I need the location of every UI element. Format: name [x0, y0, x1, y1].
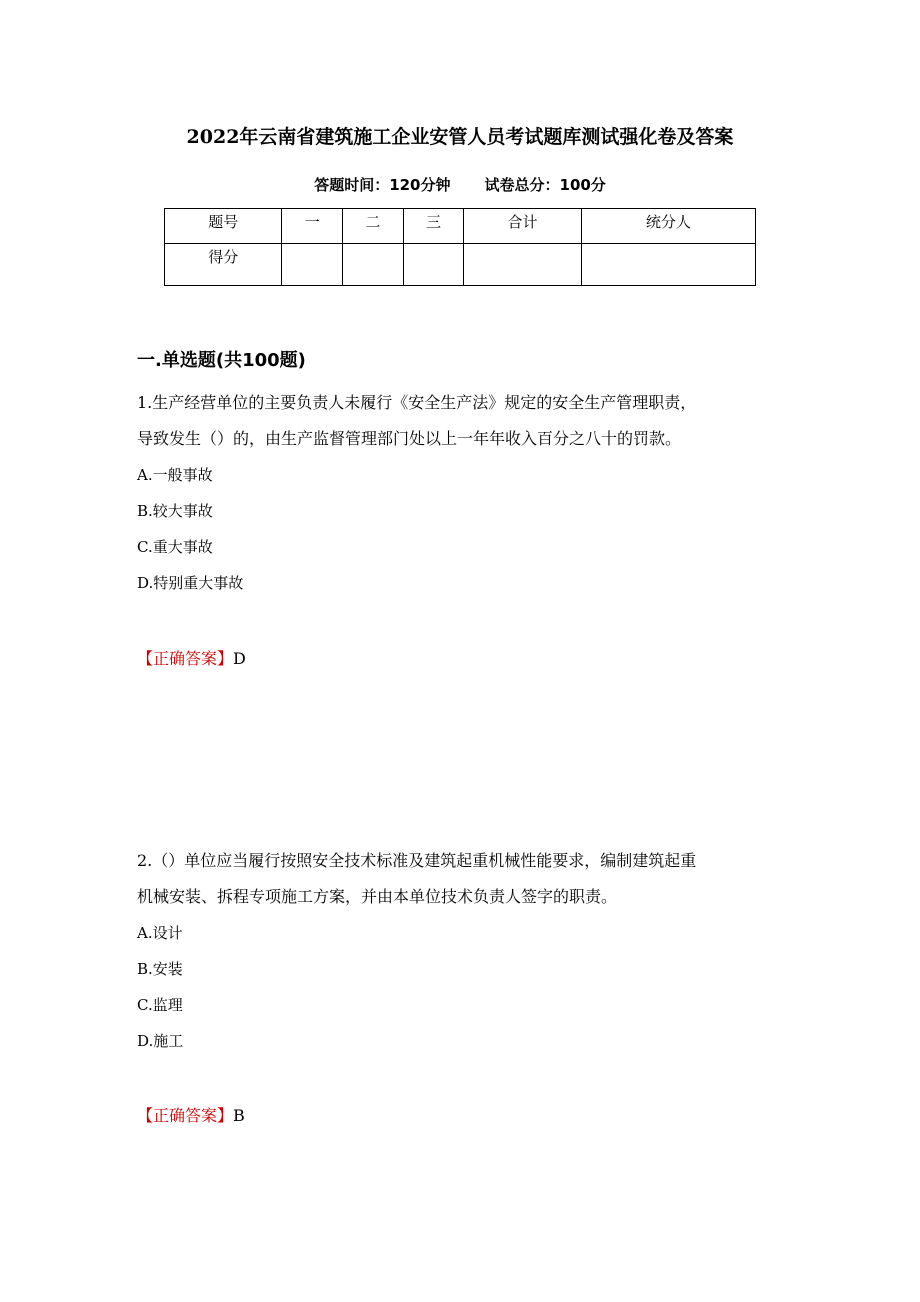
score-table-header-row: [165, 209, 756, 244]
option-a: A.一般事故: [137, 466, 213, 484]
score-header-cell: 统分人: [581, 209, 755, 244]
option-a: A.设计: [137, 924, 183, 942]
question-stem: 1.生产经营单位的主要负责人未履行《安全生产法》规定的安全生产管理职责，: [137, 393, 697, 412]
question-stem: 导致发生（）的，由生产监督管理部门处以上一年年收入百分之八十的罚款。: [137, 429, 682, 448]
option-d: D.特别重大事故: [137, 574, 244, 592]
document-title: 2022年云南省建筑施工企业安管人员考试题库测试强化卷及答案: [186, 126, 734, 148]
option-b: B.安装: [137, 960, 183, 978]
score-header-cell: 合计: [464, 209, 581, 244]
option-c: C.重大事故: [137, 538, 213, 556]
answer-label: 【正确答案】: [137, 1106, 234, 1125]
exam-time: 答题时间：120分钟: [314, 176, 451, 194]
option-d: D.施工: [137, 1032, 184, 1050]
score-cell: [464, 244, 581, 286]
option-c: C.监理: [137, 996, 183, 1014]
score-header-cell: 二: [343, 209, 404, 244]
question-1: [137, 385, 797, 601]
option-b: B.较大事故: [137, 502, 213, 520]
score-cell: [282, 244, 343, 286]
answer-value: B: [233, 1106, 245, 1125]
score-cell: [403, 244, 464, 286]
section-title: 一.单选题(共100题): [137, 350, 306, 371]
exam-meta: [0, 174, 920, 195]
score-row-label: 得分: [165, 244, 282, 286]
score-table: [164, 208, 756, 286]
score-table-score-row: [165, 244, 756, 286]
score-cell: [343, 244, 404, 286]
score-cell: [581, 244, 755, 286]
question-2: [137, 843, 797, 1059]
score-header-cell: 三: [403, 209, 464, 244]
question-stem: 机械安装、拆程专项施工方案，并由本单位技术负责人签字的职责。: [137, 887, 618, 906]
answer-label: 【正确答案】: [137, 649, 234, 668]
answer-1: [137, 646, 246, 669]
score-header-cell: 一: [282, 209, 343, 244]
score-header-cell: 题号: [165, 209, 282, 244]
answer-value: D: [233, 649, 246, 668]
question-stem: 2.（）单位应当履行按照安全技术标准及建筑起重机械性能要求，编制建筑起重: [137, 851, 697, 870]
answer-2: [137, 1103, 245, 1126]
exam-total-score: 试卷总分：100分: [484, 176, 606, 194]
